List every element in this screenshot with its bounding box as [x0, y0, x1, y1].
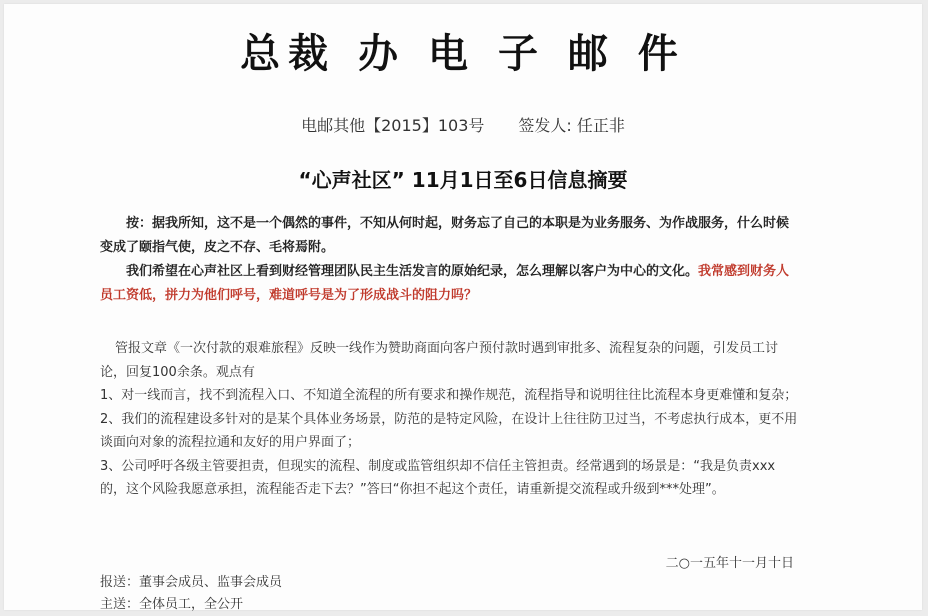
document-page — [4, 4, 922, 610]
signer: 签发人: 任正非 — [518, 116, 625, 135]
send-to: 主送：全体员工，全公开 — [100, 597, 244, 612]
document-title: 总裁 办 电 子 邮 件 — [240, 31, 686, 77]
document-body — [100, 337, 800, 502]
body-point-3: 3、公司呼吁各级主管要担责，但现实的流程、制度或监管组织却不信任主管担责。经常遇到的场景是：“我是负责xxx的，这个风险我愿意承担，流程能否走下去？”答曰“你担不起这个责任，请重新提交流程或升级到***处理”。 — [100, 458, 776, 497]
report-to: 报送：董事会成员、监事会成员 — [100, 575, 283, 590]
note-highlight-text: 我常感到财务人员工资低，拼力为他们呼号，难道呼号是为了形成战斗的阻力吗？ — [100, 264, 790, 303]
document-date: 二○一五年十一月十日 — [665, 556, 794, 571]
document-meta — [4, 113, 922, 136]
editor-note — [100, 212, 800, 308]
note-paragraph-2-text: 我们希望在心声社区上看到财经管理团队民主生活发言的原始纪录，怎么理解以客户为中心的文化。 — [126, 264, 699, 279]
body-point-2: 2、我们的流程建设多针对的是某个具体业务场景，防范的是特定风险，在设计上往往防卫过当，不考虑执行成本，更不用谈面向对象的流程拉通和友好的用户界面了； — [100, 411, 798, 450]
note-paragraph-1: 按：据我所知，这不是一个偶然的事件，不知从何时起，财务忘了自己的本职是为业务服务、为作战服务，什么时候变成了颐指气使，皮之不存、毛将焉附。 — [100, 216, 790, 255]
body-point-1: 1、对一线而言，找不到流程入口、不知道全流程的所有要求和操作规范，流程指导和说明往往比流程本身更难懂和复杂； — [100, 388, 798, 403]
body-intro: 管报文章《一次付款的艰难旅程》反映一线作为赞助商面向客户预付款时遇到审批多、流程复杂的问题，引发员工讨论，回复100余条。观点有 — [100, 341, 779, 380]
document-subtitle: “心声社区” 11月1日至6日信息摘要 — [298, 168, 628, 192]
note-paragraph-2 — [100, 260, 800, 308]
doc-number: 电邮其他【2015】103号 — [301, 116, 485, 135]
distribution-list — [100, 572, 282, 616]
